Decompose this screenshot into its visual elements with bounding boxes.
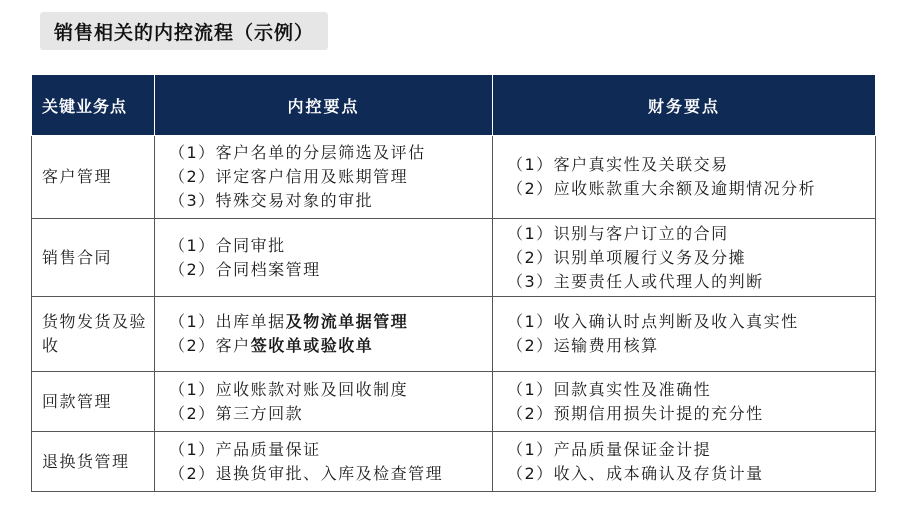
item-text: （2）评定客户信用及账期管理 [169,167,409,186]
emphasized-text: 及物流单据管理 [285,312,409,331]
internal-control-table [31,74,875,492]
item-text: （2）收入、成本确认及存货计量 [507,463,764,483]
key-business-cell: 回款管理 [32,372,155,432]
finance-point-item [507,334,874,358]
control-point-item [169,402,491,426]
finance-point-item [507,222,874,246]
table-row [32,136,876,219]
control-point-item [169,310,491,334]
item-text: （1）客户真实性及关联交易 [507,155,729,174]
item-text: （1）出库单据 [169,312,286,331]
control-point-item [169,141,491,165]
finance-points-cell [493,219,876,297]
item-text: （1）应收账款对账及回收制度 [169,379,409,399]
control-points-cell [155,432,493,492]
control-points-cell [155,372,493,432]
column-header-key-business: 关键业务点 [32,75,155,136]
finance-point-item [507,402,874,426]
item-text: （2）识别单项履行义务及分摊 [507,247,747,267]
emphasized-text: 签收单或验收单 [250,336,374,355]
item-text: （2）运输费用核算 [507,336,659,355]
finance-point-item [507,378,874,402]
item-text: （1）合同审批 [169,235,286,255]
finance-points-cell [493,372,876,432]
item-text: （3）主要责任人或代理人的判断 [507,271,764,291]
item-text: （2）第三方回款 [169,403,304,423]
item-text: （3）特殊交易对象的审批 [169,191,374,210]
finance-point-item [507,438,874,462]
control-point-item [169,234,491,258]
control-point-item [169,189,491,213]
table-body [32,136,876,492]
control-point-item [169,258,491,282]
column-header-control-points: 内控要点 [155,75,493,136]
column-header-finance-points: 财务要点 [493,75,876,136]
finance-point-item [507,246,874,270]
key-business-cell: 客户管理 [32,136,155,219]
table [31,74,876,492]
control-points-cell [155,136,493,219]
item-text: （1）产品质量保证 [169,439,321,459]
finance-points-cell [493,297,876,372]
finance-point-item [507,270,874,294]
table-row [32,432,876,492]
control-point-item [169,334,491,358]
control-point-item [169,378,491,402]
item-text: （2）预期信用损失计提的充分性 [507,403,764,423]
table-row [32,219,876,297]
table-row [32,372,876,432]
finance-point-item [507,177,874,201]
finance-points-cell [493,136,876,219]
key-business-cell: 退换货管理 [32,432,155,492]
item-text: （1）产品质量保证金计提 [507,439,712,459]
item-text: （1）识别与客户订立的合同 [507,223,729,243]
finance-points-cell [493,432,876,492]
control-points-cell [155,219,493,297]
item-text: （1）收入确认时点判断及收入真实性 [507,312,799,331]
finance-point-item [507,310,874,334]
item-text: （1）回款真实性及准确性 [507,379,712,399]
key-business-cell: 货物发货及验收 [32,297,155,372]
item-text: （2）应收账款重大余额及逾期情况分析 [507,179,817,198]
table-row [32,297,876,372]
control-points-cell [155,297,493,372]
finance-point-item [507,462,874,486]
finance-point-item [507,153,874,177]
item-text: （2）合同档案管理 [169,259,321,279]
table-header-row [32,75,876,136]
control-point-item [169,438,491,462]
item-text: （1）客户名单的分层筛选及评估 [169,143,426,162]
control-point-item [169,165,491,189]
control-point-item [169,462,491,486]
page-title: 销售相关的内控流程（示例） [40,12,328,50]
key-business-cell: 销售合同 [32,219,155,297]
item-text: （2）客户 [169,336,251,355]
item-text: （2）退换货审批、入库及检查管理 [169,463,444,483]
